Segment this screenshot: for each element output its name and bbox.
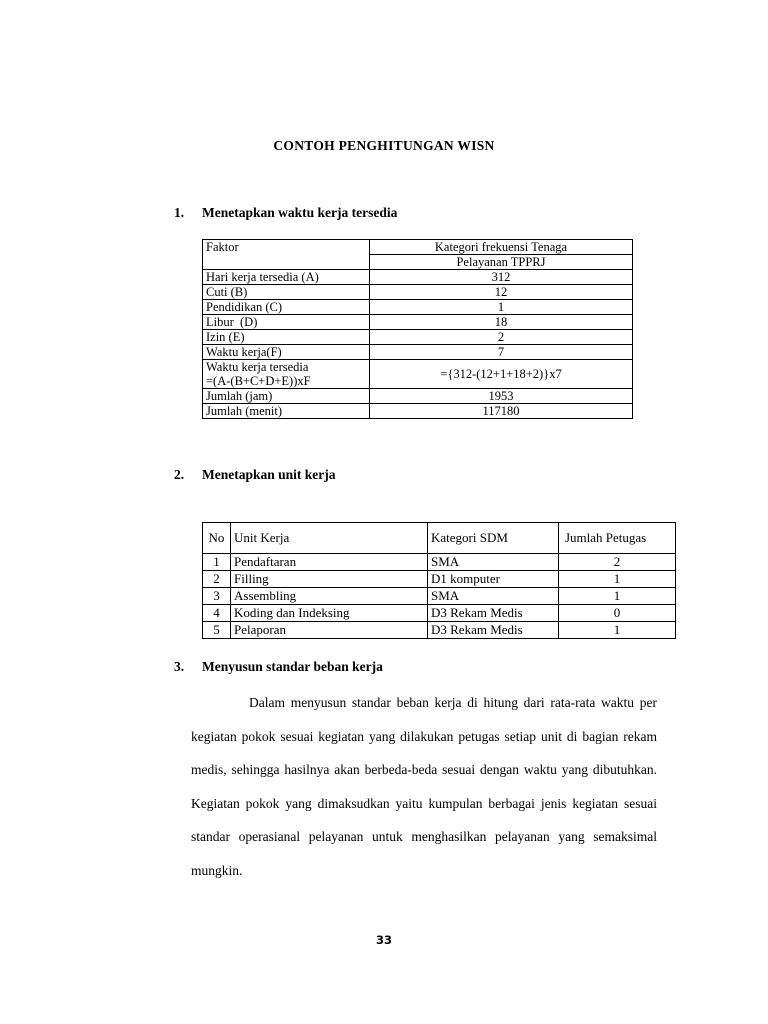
section-title: Menetapkan unit kerja — [202, 467, 336, 482]
value-cell: ={312-(12+1+18+2)}x7 — [370, 360, 633, 389]
header-category-line1: Kategori frekuensi Tenaga — [370, 240, 633, 255]
category-cell: SMA — [428, 554, 559, 571]
table-row — [203, 330, 633, 345]
no-cell: 2 — [203, 571, 231, 588]
table-row — [203, 315, 633, 330]
factor-formula: =(A-(B+C+D+E))xF — [206, 374, 311, 388]
factor-cell: Waktu kerja(F) — [203, 345, 370, 360]
unit-cell: Filling — [231, 571, 428, 588]
table-row — [203, 605, 676, 622]
category-cell: D1 komputer — [428, 571, 559, 588]
unit-cell: Assembling — [231, 588, 428, 605]
count-cell: 1 — [559, 622, 676, 639]
table-row — [203, 270, 633, 285]
body-paragraph — [191, 686, 657, 888]
unit-cell: Koding dan Indeksing — [231, 605, 428, 622]
work-unit-table — [202, 522, 676, 639]
value-cell: 7 — [370, 345, 633, 360]
value-cell: 1 — [370, 300, 633, 315]
paragraph-text: Dalam menyusun standar beban kerja di hitung dari rata-rata waktu per kegiatan pokok sesuai kegiatan yang dilakukan petugas setiap unit di bagian rekam medis, sehingga hasilnya akan berbeda-beda sesuai dengan waktu yang dibutuhkan. Kegiatan pokok yang dimaksudkan yaitu kumpulan berbagai jenis kegiatan sesuai standar operasianal pelayanan untuk menghasilkan pelayanan yang semaksimal mungkin. — [191, 695, 657, 878]
factor-line: Waktu kerja tersedia — [206, 360, 309, 374]
header-no: No — [203, 523, 231, 554]
count-cell: 1 — [559, 588, 676, 605]
table-header-row — [203, 240, 633, 255]
page-title: CONTOH PENGHITUNGAN WISN — [273, 138, 495, 153]
table-row — [203, 389, 633, 404]
factor-cell: Jumlah (menit) — [203, 404, 370, 419]
value-cell: 12 — [370, 285, 633, 300]
section-number: 2. — [174, 467, 185, 482]
page-number: 33 — [375, 933, 392, 947]
table-row — [203, 554, 676, 571]
header-staff-count: Jumlah Petugas — [559, 523, 676, 554]
count-cell: 0 — [559, 605, 676, 622]
value-cell: 312 — [370, 270, 633, 285]
category-cell: D3 Rekam Medis — [428, 605, 559, 622]
header-category-line2: Pelayanan TPPRJ — [370, 255, 633, 270]
value-cell: 1953 — [370, 389, 633, 404]
table-row — [203, 622, 676, 639]
value-cell: 2 — [370, 330, 633, 345]
unit-cell: Pelaporan — [231, 622, 428, 639]
category-cell: D3 Rekam Medis — [428, 622, 559, 639]
no-cell: 4 — [203, 605, 231, 622]
table-row — [203, 404, 633, 419]
factor-cell: Hari kerja tersedia (A) — [203, 270, 370, 285]
value-cell: 18 — [370, 315, 633, 330]
section-title: Menetapkan waktu kerja tersedia — [202, 205, 398, 220]
header-category: Kategori SDM — [428, 523, 559, 554]
factor-cell: Izin (E) — [203, 330, 370, 345]
no-cell: 3 — [203, 588, 231, 605]
section-title: Menyusun standar beban kerja — [202, 659, 383, 674]
factor-cell: Cuti (B) — [203, 285, 370, 300]
table-header-row — [203, 523, 676, 554]
section-number: 3. — [174, 659, 185, 674]
table-row — [203, 571, 676, 588]
header-factor: Faktor — [203, 240, 370, 270]
table-row — [203, 300, 633, 315]
section-number: 1. — [174, 205, 185, 220]
factor-cell: Jumlah (jam) — [203, 389, 370, 404]
factor-cell: Pendidikan (C) — [203, 300, 370, 315]
category-cell: SMA — [428, 588, 559, 605]
no-cell: 1 — [203, 554, 231, 571]
table-row — [203, 588, 676, 605]
no-cell: 5 — [203, 622, 231, 639]
table-row — [203, 345, 633, 360]
count-cell: 2 — [559, 554, 676, 571]
table-row — [203, 360, 633, 389]
unit-cell: Pendaftaran — [231, 554, 428, 571]
value-cell: 117180 — [370, 404, 633, 419]
factor-cell — [203, 360, 370, 389]
header-unit: Unit Kerja — [231, 523, 428, 554]
count-cell: 1 — [559, 571, 676, 588]
work-time-table — [202, 239, 633, 419]
table-row — [203, 285, 633, 300]
factor-cell: Libur (D) — [203, 315, 370, 330]
